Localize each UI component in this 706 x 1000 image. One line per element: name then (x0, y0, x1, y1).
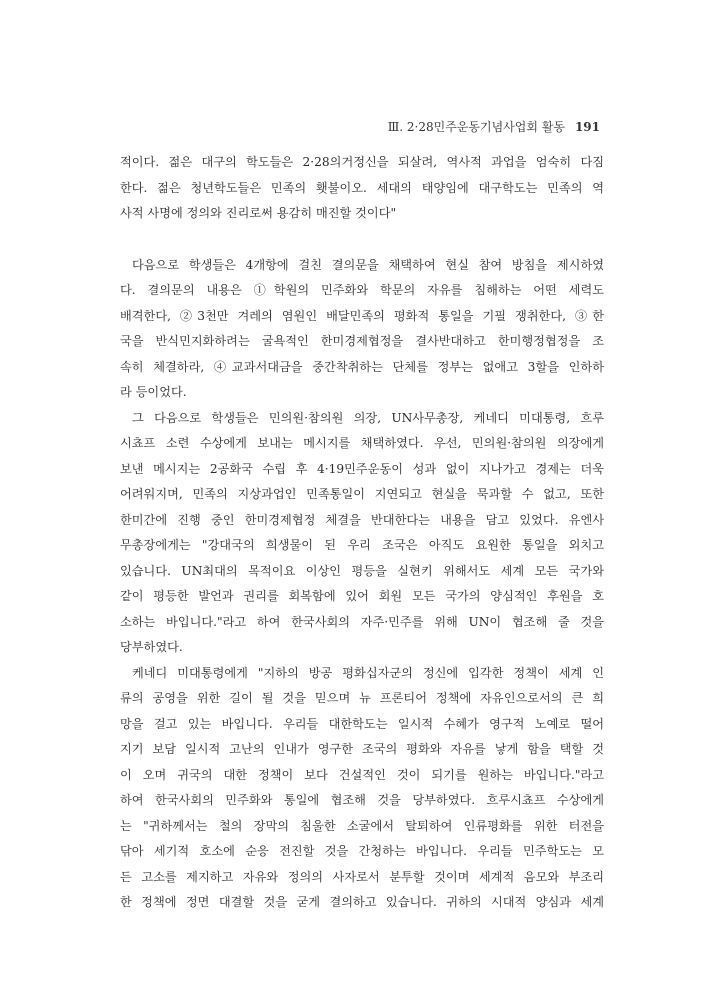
text-line: 어려워지며, 민족의 지상과업인 민족통일이 지연되고 현실을 묵과할 수 없고, 또한 (120, 487, 604, 501)
text-line: 하여 한국사회의 민주화와 통일에 협조해 것을 당부하였다. 흐루시쵸프 수상에게 (120, 793, 604, 807)
text-line: 같이 평등한 발언과 권리를 회복함에 있어 회원 모든 국가의 양심적인 후원을 호 (120, 589, 604, 603)
text-line: 그 다음으로 학생들은 민의원·참의원 의장, UN사무총장, 케네디 미대통령, 흐루 (132, 410, 604, 425)
text-line: 라 등이었다. (120, 385, 187, 399)
body-text (120, 150, 604, 916)
text-line: 케네디 미대통령에게 "지하의 방공 평화십자군의 정신에 입각한 정책이 세계 인 (132, 665, 604, 680)
text-line: 시쵸프 소련 수상에게 보내는 메시지를 채택하였다. 우선, 민의원·참의원 의장에게 (120, 436, 604, 450)
paragraph-resolution (120, 253, 604, 406)
text-line: 망을 걸고 있는 바입니다. 우리들 대한학도는 일시적 수혜가 영구적 노예로 떨어 (120, 716, 604, 731)
paragraph-gap (120, 227, 604, 253)
paragraph-messages (120, 406, 604, 661)
text-line: 소하는 바입니다."라고 하여 한국사회의 자주·민주를 위해 UN이 협조해 줄 것을 (120, 614, 604, 629)
text-line: 보낸 메시지는 2공화국 수립 후 4·19민주운동이 성과 없이 지나가고 경제는 더욱 (120, 461, 604, 476)
section-title: Ⅲ. 2·28민주운동기념사업회 활동 (387, 120, 565, 134)
text-line: 있습니다. UN최대의 목적이요 이상인 평등을 실현키 위해서도 세계 모든 국가와 (120, 563, 604, 578)
text-line: 한 정책에 정면 대결할 것을 굳게 결의하고 있습니다. 귀하의 시대적 양심과 세계 (120, 895, 604, 909)
text-line: 한미간에 진행 중인 한미경제협정 체결을 반대한다는 내용을 담고 있었다. 유엔사 (120, 512, 604, 527)
text-line: 적이다. 젊은 대구의 학도들은 2·28의거정신을 되살려, 역사적 과업을 엄숙히 다짐 (120, 155, 604, 169)
text-line: 든 고소를 제지하고 자유와 정의의 사자로서 분투할 것이며 세계적 음모와 부조리 (120, 869, 604, 884)
paragraph-quote-end (120, 150, 604, 227)
text-line: 배격한다, ②3천만 겨레의 염원인 배달민족의 평화적 통일을 기필 쟁취한다, ③한 (120, 308, 604, 323)
text-line: 는 "귀하께서는 철의 장막의 침울한 소굴에서 탈퇴하여 인류평화를 위한 터전을 (120, 818, 604, 833)
text-line: 국을 반식민지화하려는 굴욕적인 한미경제협정을 결사반대하고 한미행정협정을 조 (120, 334, 604, 348)
text-line: 무총장에게는 "강대국의 희생물이 된 우리 조국은 아직도 요원한 통일을 외치고 (120, 538, 604, 552)
text-line: 속히 체결하라, ④교과서대금을 중간착취하는 단체를 정부는 없애고 3할을 인하하 (120, 359, 604, 374)
text-line: 다. 결의문의 내용은 ①학원의 민주화와 학문의 자유를 침해하는 어떤 세력도 (120, 283, 604, 297)
text-line: 이 오며 귀국의 대한 정책이 보다 건설적인 것이 되기를 원하는 바입니다."라고 (120, 767, 604, 782)
text-line: 사적 사명에 정의와 진리로써 용감히 매진할 것이다" (120, 206, 397, 220)
text-line: 한다. 젊은 청년학도들은 민족의 횃불이오. 세대의 태양임에 대구학도는 민족의 역 (120, 180, 604, 195)
paragraph-kennedy-khrushchev (120, 661, 604, 916)
running-header (120, 119, 600, 135)
text-line: 닦아 세기적 호소에 순응 전진할 것을 간청하는 바입니다. 우리들 민주학도는 모 (120, 844, 604, 858)
page-number: 191 (574, 120, 600, 134)
text-line: 류의 공영을 위한 길이 될 것을 믿으며 뉴 프론티어 정책에 자유인으로서의 큰 희 (120, 691, 604, 705)
text-line: 다음으로 학생들은 4개항에 걸친 결의문을 채택하여 현실 참여 방침을 제시하였 (132, 257, 604, 272)
text-line: 당부하였다. (120, 640, 183, 654)
text-line: 지기 보담 일시적 고난의 인내가 영구한 조국의 평화와 자유를 낳게 함을 택할 것 (120, 742, 604, 756)
